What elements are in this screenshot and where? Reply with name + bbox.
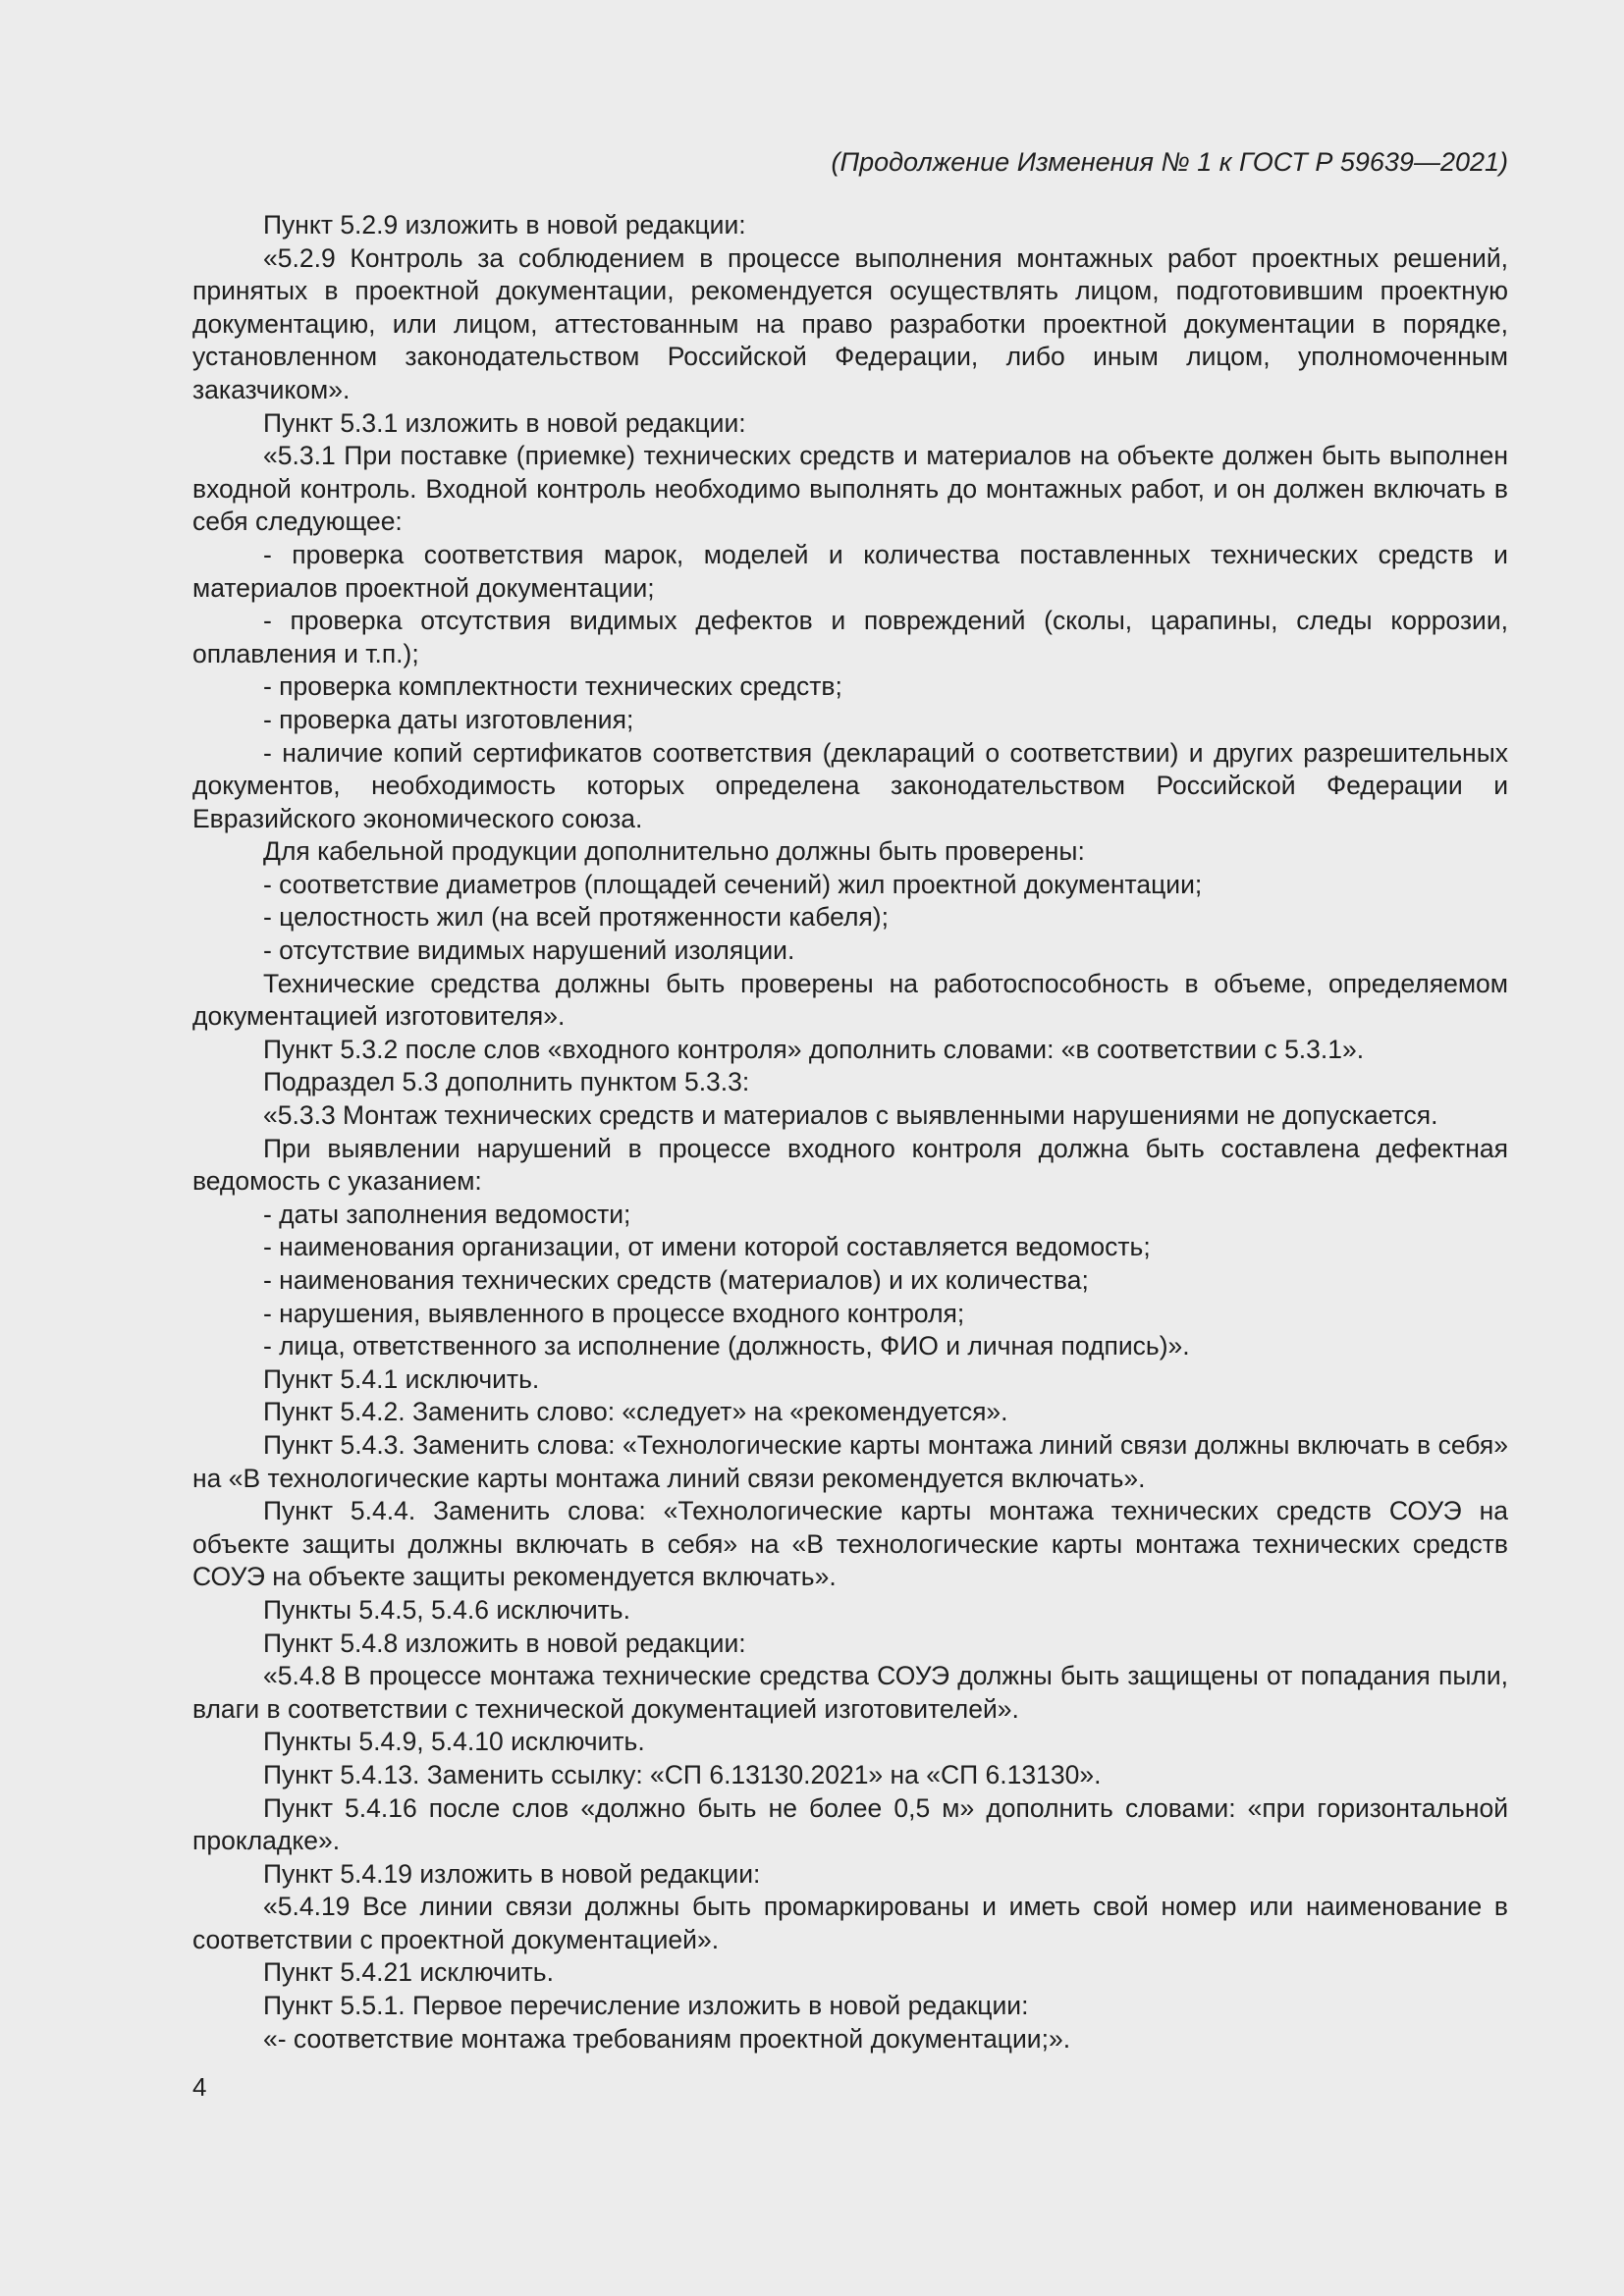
paragraph: Для кабельной продукции дополнительно должны быть проверены: [263,836,1085,867]
paragraph: Пункт 5.4.2. Заменить слово: «следует» на «рекомендуется». [263,1397,1008,1427]
paragraph: Пункт 5.4.3. Заменить слова: «Технологические карты монтажа линий связи должны включать в себя» на «В технологические карты монтажа линий связи рекомендуется включать». [192,1429,1508,1493]
paragraph: Пункт 5.4.21 исключить. [263,1957,554,1988]
paragraph: Пункт 5.3.1 изложить в новой редакции: [263,407,746,438]
list-item: - наименования организации, от имени которой составляется ведомость; [263,1232,1151,1262]
paragraph: При выявлении нарушений в процессе входного контроля должна быть составлена дефектная ведомость с указанием: [192,1133,1508,1197]
list-item: - отсутствие видимых нарушений изоляции. [263,935,795,966]
paragraph: Пункты 5.4.9, 5.4.10 исключить. [263,1727,645,1757]
paragraph: «- соответствие монтажа требованиям проектной документации;». [263,2023,1071,2054]
list-item: - лица, ответственного за исполнение (должность, ФИО и личная подпись)». [263,1331,1190,1362]
paragraph: Пункт 5.5.1. Первое перечисление изложить в новой редакции: [263,1991,1029,2021]
paragraph: Пункт 5.4.1 исключить. [263,1363,540,1394]
list-item: - проверка соответствия марок, моделей и количества поставленных технических средств и материалов проектной документации; [192,539,1508,603]
list-item: - нарушения, выявленного в процессе входного контроля; [263,1298,965,1328]
list-item: - соответствие диаметров (площадей сечений) жил проектной документации; [263,869,1203,899]
paragraph: Пункт 5.3.2 после слов «входного контроля» дополнить словами: «в соответствии с 5.3.1». [263,1034,1365,1064]
list-item: - даты заполнения ведомости; [263,1199,631,1229]
paragraph: Пункты 5.4.5, 5.4.6 исключить. [263,1594,630,1625]
list-item: - проверка даты изготовления; [263,704,634,734]
paragraph: Пункт 5.4.4. Заменить слова: «Технологические карты монтажа технических средств СОУЭ на объекте защиты должны включать в себя» на «В технологические карты монтажа технических средств СОУЭ на объекте защиты рекомендуется включать». [192,1496,1508,1592]
paragraph: Пункт 5.4.16 после слов «должно быть не более 0,5 м» дополнить словами: «при горизонтальной прокладке». [192,1792,1508,1856]
list-item: - проверка отсутствия видимых дефектов и повреждений (сколы, царапины, следы коррозии, оплавления и т.п.); [192,606,1508,668]
list-item: - проверка комплектности технических средств; [263,671,842,702]
paragraph: Технические средства должны быть проверены на работоспособность в объеме, определяемом документацией изготовителя». [192,968,1508,1032]
list-item: - наименования технических средств (материалов) и их количества; [263,1265,1089,1295]
paragraph: «5.3.1 При поставке (приемке) технических средств и материалов на объекте должен быть выполнен входной контроль. Входной контроль необходимо выполнять до монтажных работ, и он должен включать в себя следующее: [192,441,1508,537]
paragraph: Пункт 5.2.9 изложить в новой редакции: [263,210,746,240]
paragraph: Пункт 5.4.8 изложить в новой редакции: [263,1628,746,1658]
page-number: 4 [192,2072,207,2102]
document-body [192,209,1508,2056]
paragraph: Подраздел 5.3 дополнить пунктом 5.3.3: [263,1067,750,1097]
paragraph: «5.4.8 В процессе монтажа технические средства СОУЭ должны быть защищены от попадания пыли, влаги в соответствии с технической документацией изготовителей». [192,1661,1508,1724]
paragraph: Пункт 5.4.19 изложить в новой редакции: [263,1858,761,1889]
list-item: - целостность жил (на всей протяженности кабеля); [263,902,889,933]
list-item: - наличие копий сертификатов соответствия (деклараций о соответствии) и других разрешительных документов, необходимость которых определена законодательством Российской Федерации и Евразийского экономического союза. [192,737,1508,833]
paragraph: «5.4.19 Все линии связи должны быть промаркированы и иметь свой номер или наименование в соответствии с проектной документацией». [192,1892,1508,1954]
paragraph: Пункт 5.4.13. Заменить ссылку: «СП 6.13130.2021» на «СП 6.13130». [263,1759,1102,1789]
page-header: (Продолжение Изменения № 1 к ГОСТ Р 59639—2021) [831,147,1508,177]
paragraph: «5.3.3 Монтаж технических средств и материалов с выявленными нарушениями не допускается. [263,1100,1438,1131]
paragraph: «5.2.9 Контроль за соблюдением в процессе выполнения монтажных работ проектных решений, принятых в проектной документации, рекомендуется осуществлять лицом, подготовившим проектную документацию, или лицом, аттестованным на право разработки проектной документации в порядке, установленном законодательством Российской Федерации, либо иным лицом, уполномоченным заказчиком». [192,242,1508,404]
